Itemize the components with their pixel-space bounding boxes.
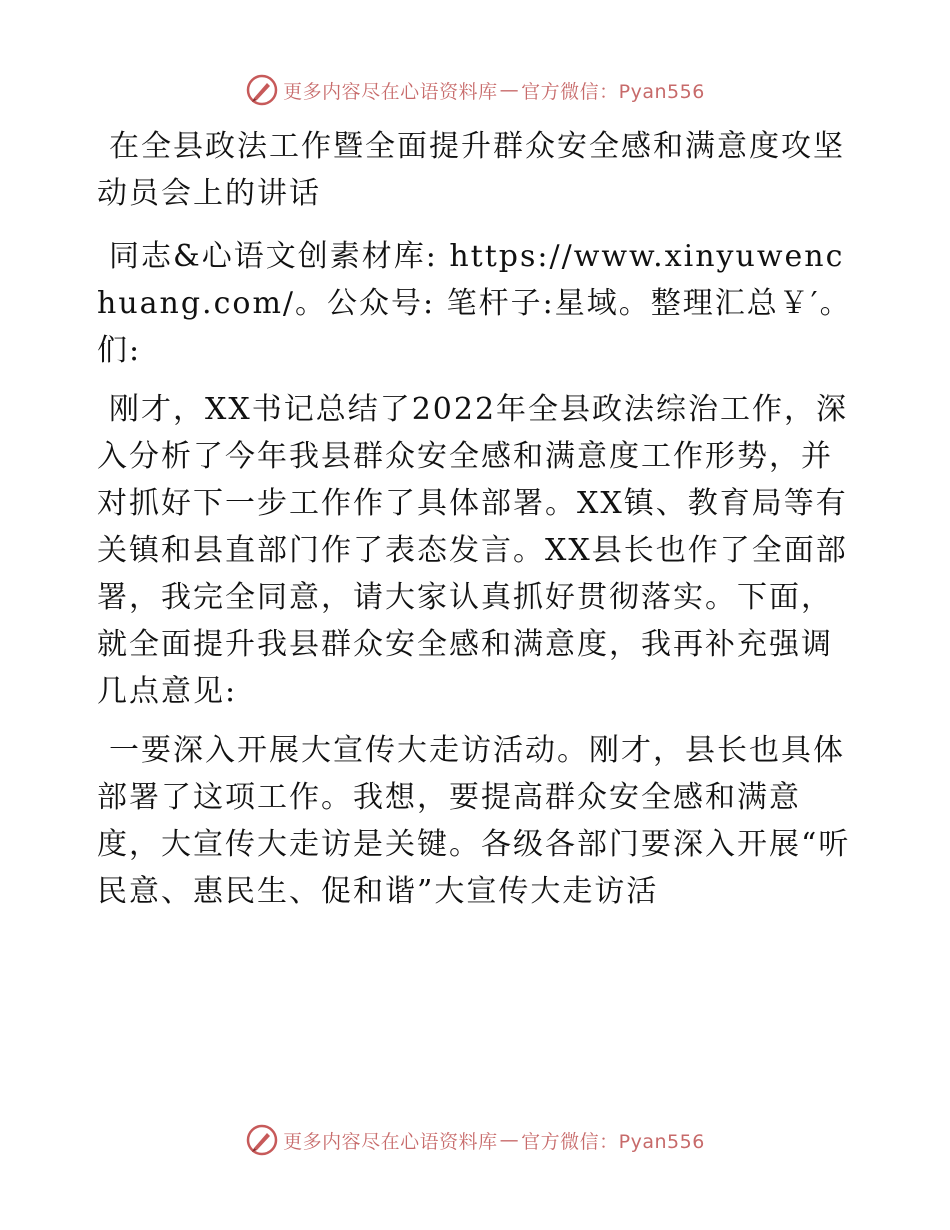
document-title: 在全县政法工作暨全面提升群众安全感和满意度攻坚动员会上的讲话: [97, 129, 845, 211]
watermark-separator: —: [499, 1129, 520, 1151]
paragraph-intro: 刚才，XX书记总结了2022年全县政法综治工作，深入分析了今年我县群众安全感和满意度工作形势，并对抓好下一步工作作了具体部署。XX镇、教育局等有关镇和县直部门作了表态发言。XX县长也作了全面部署，我完全同意，请大家认真抓好贯彻落实。下面，就全面提升我县群众安全感和满意度，我再补充强调几点意见:: [97, 392, 849, 709]
footer-watermark: [0, 1120, 950, 1160]
watermark-suffix: 官方微信：Pyan556: [521, 1130, 705, 1153]
header-watermark: [0, 70, 950, 110]
watermark-text: 更多内容尽在心语资料库: [283, 1130, 498, 1153]
paragraph-salutation: 同志&心语文创素材库: https://www.xinyuwenchuang.com/。公众号: 笔杆子:星域。整理汇总￥′。们:: [97, 239, 852, 368]
paragraph-point-one: 一要深入开展大宣传大走访活动。刚才，县长也具体部署了这项工作。我想，要提高群众安全感和满意度，大宣传大走访是关键。各级各部门要深入开展“听民意、惠民生、促和谐”大宣传大走访活: [97, 733, 851, 909]
watermark-suffix: 官方微信：Pyan556: [521, 80, 705, 103]
watermark-text: 更多内容尽在心语资料库: [283, 80, 498, 103]
document-body: [97, 123, 857, 927]
pen-logo-icon: [245, 73, 279, 107]
watermark-separator: —: [499, 79, 520, 101]
pen-logo-icon: [245, 1123, 279, 1157]
